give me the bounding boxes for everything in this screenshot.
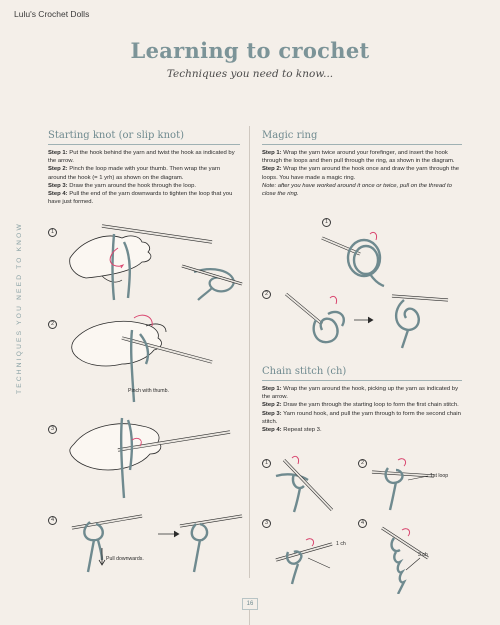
chain-stitch-step-4: Step 4: Repeat step 3. [262, 427, 322, 434]
magic-ring-step-1: Step 1: Wrap the yarn twice around your forefinger, and insert the hook through the loops and then pull through the ring, as shown in the diagram. [262, 150, 455, 165]
pinch-label: Pinch with thumb. [128, 388, 169, 394]
side-label: TECHNIQUES YOU NEED TO KNOW [16, 222, 23, 394]
magic-ring-note: Note: after you have worked around it once or twice, pull on the thread to close the ring. [262, 182, 452, 198]
starting-knot-marker-2: 2 [48, 320, 57, 329]
chain-stitch-figure-3 [272, 524, 356, 586]
three-ch-label: 3 ch [418, 552, 428, 558]
chain-stitch-step-1: Step 1: Wrap the yarn around the hook, picking up the yarn as indicated by the arrow. [262, 386, 459, 401]
chain-stitch-figure-1 [272, 452, 356, 514]
magic-ring-step-2: Step 2: Wrap the yarn around the hook once and draw the yarn through the loops. You have made a magic ring. [262, 166, 460, 181]
chain-stitch-marker-1: 1 [262, 459, 271, 468]
first-loop-label: 1st loop [430, 473, 449, 479]
starting-knot-step-2: Step 2: Pinch the loop made with your thumb. Then wrap the yarn around the hook (= 1 yrh) as shown on the diagram. [48, 166, 221, 181]
starting-knot-step-1: Step 1: Put the hook behind the yarn and twist the hook as indicated by the arrow. [48, 150, 235, 165]
starting-knot-marker-1: 1 [48, 228, 57, 237]
page-title: Learning to crochet [130, 38, 370, 63]
page-subtitle: Techniques you need to know... [166, 68, 334, 80]
starting-knot-marker-4: 4 [48, 516, 57, 525]
starting-knot-marker-3: 3 [48, 425, 57, 434]
book-title: Lulu's Crochet Dolls [14, 9, 90, 19]
chain-stitch-marker-3: 3 [262, 519, 271, 528]
magic-ring-marker-2: 2 [262, 290, 271, 299]
starting-knot-section [48, 130, 240, 206]
magic-ring-figure-1 [320, 226, 390, 288]
chain-stitch-heading: Chain stitch (ch) [262, 366, 462, 381]
starting-knot-heading: Starting knot (or slip knot) [48, 130, 240, 145]
page-number: 16 [242, 598, 258, 610]
magic-ring-section [262, 130, 462, 198]
magic-ring-heading: Magic ring [262, 130, 462, 145]
chain-stitch-figure-4 [368, 524, 452, 594]
chain-stitch-marker-4: 4 [358, 519, 367, 528]
chain-stitch-step-2: Step 2: Draw the yarn through the starting loop to form the first chain stitch. [262, 402, 459, 409]
chain-stitch-marker-2: 2 [358, 459, 367, 468]
starting-knot-figure-1 [62, 218, 247, 302]
footer-rule [249, 610, 250, 625]
one-ch-label: 1 ch [336, 541, 346, 547]
chain-stitch-section [262, 366, 462, 434]
magic-ring-figure-2 [272, 290, 452, 350]
starting-knot-step-3: Step 3: Draw the yarn around the hook through the loop. [48, 182, 197, 189]
chain-stitch-figure-2 [368, 452, 458, 514]
column-divider [249, 126, 250, 578]
starting-knot-figure-3 [62, 410, 247, 500]
chain-stitch-step-3: Step 3: Yarn round hook, and pull the yarn through to form the second chain stitch. [262, 410, 461, 425]
magic-ring-marker-1: 1 [322, 218, 331, 227]
starting-knot-step-4: Step 4: Pull the end of the yarn downwards to tighten the loop that you have just formed. [48, 191, 233, 206]
starting-knot-figure-4 [62, 508, 247, 574]
pull-label: Pull downwards. [106, 556, 144, 562]
